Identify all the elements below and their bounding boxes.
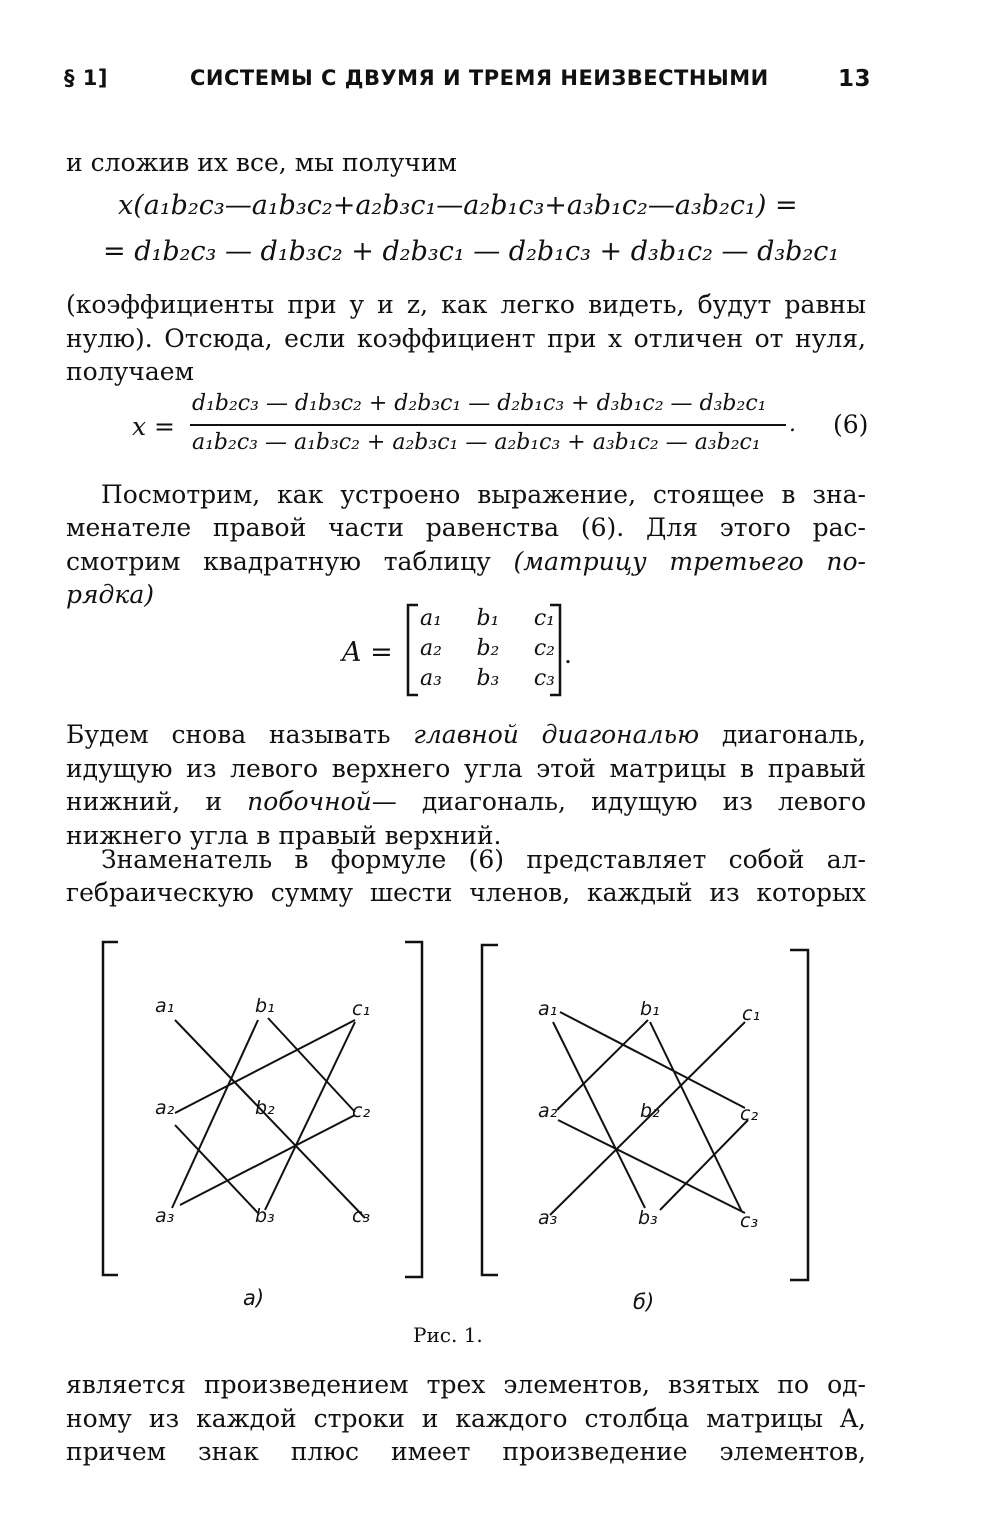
matrix-cell: c₁: [533, 606, 555, 631]
right-label-c1: c₁: [742, 1003, 761, 1025]
paragraph-denominator-cont: [66, 876, 866, 910]
right-label-a3: a₃: [538, 1207, 558, 1229]
left-line-a1-b2-c3: [175, 1020, 365, 1218]
matrix-row: [420, 666, 555, 696]
matrix-lhs: A =: [342, 637, 393, 668]
left-label-a2: a₂: [155, 1097, 175, 1119]
paragraph-matrix-intro-cont: [66, 511, 866, 612]
matrix-row: [420, 606, 555, 636]
left-label-b1: b₁: [255, 995, 275, 1017]
p1-line-1: (коэффициенты при y и z, как легко видеть, будут равны: [66, 290, 866, 319]
p2-line-3: смотрим квадратную таблицу (матрицу третьего по-: [66, 546, 866, 576]
p2-line-4: рядка): [66, 580, 154, 609]
formula-numerator: d₁b₂c₃ — d₁b₃c₂ + d₂b₃c₁ — d₂b₁c₃ + d₃b₁c₂ — d₃b₂c₁: [192, 391, 767, 416]
running-title: СИСТЕМЫ С ДВУМЯ И ТРЕМЯ НЕИЗВЕСТНЫМИ: [190, 66, 769, 90]
p3-line-2: идущую из левого верхнего угла этой матрицы в правый: [66, 753, 866, 783]
page-number: 13: [838, 66, 872, 92]
paragraph-diagonals: [66, 718, 866, 852]
matrix-period: .: [564, 640, 572, 669]
p5-line-2: ному из каждой строки и каждого столбца матрицы A,: [66, 1403, 866, 1433]
left-line-b1-a3: [172, 1020, 258, 1208]
matrix-body: [420, 606, 555, 696]
right-line-b1-c3: [650, 1022, 742, 1212]
p1-line-3: получаем: [66, 357, 194, 386]
p2-line-2: менателе правой части равенства (6). Для этого рас-: [66, 513, 866, 542]
right-label-a1: a₁: [538, 998, 558, 1020]
p5-line-3: причем знак плюс имеет произведение элементов,: [66, 1437, 866, 1466]
right-label-c2: c₂: [740, 1103, 759, 1125]
p2-line-1: Посмотрим, как устроено выражение, стоящее в зна-: [101, 480, 866, 509]
paragraph-matrix-intro: [66, 478, 866, 512]
right-line-a2-c3: [558, 1120, 745, 1213]
matrix-cell: c₃: [533, 666, 555, 691]
left-label-a1: a₁: [155, 995, 175, 1017]
intro-line: и сложив их все, мы получим: [66, 148, 457, 177]
p3-line-3: нижний, и побочной— диагональ, идущую из левого: [66, 787, 866, 816]
left-label-c1: c₁: [352, 998, 371, 1020]
p4-line-2: гебраическую сумму шести членов, каждый из которых: [66, 878, 866, 907]
right-label-b1: b₁: [640, 998, 660, 1020]
right-label-a2: a₂: [538, 1100, 558, 1122]
left-line-b1-c2: [268, 1018, 355, 1112]
p1-line-2: нулю). Отсюда, если коэффициент при x отличен от нуля,: [66, 323, 866, 353]
term-matrix: (матрицу третьего по-: [513, 546, 866, 576]
right-label-b2: b₂: [640, 1100, 660, 1122]
formula-period: .: [789, 412, 796, 437]
matrix-cell: a₃: [420, 666, 442, 691]
matrix-cell: a₁: [420, 606, 442, 631]
p5-line-1: является произведением трех элементов, взятых по од-: [66, 1370, 866, 1399]
formula-denominator: a₁b₂c₃ — a₁b₃c₂ + a₂b₃c₁ — a₂b₁c₃ + a₃b₁c₂ — a₃b₂c₁: [192, 430, 761, 455]
right-bracket-close: [790, 950, 808, 1280]
left-label-c3: c₃: [352, 1205, 371, 1227]
right-label-c3: c₃: [740, 1210, 759, 1232]
p3-line-1: Будем снова называть главной диагональю диагональ,: [66, 720, 866, 749]
equation-line-1: x(a₁b₂c₃—a₁b₃c₂+a₂b₃c₁—a₂b₁c₃+a₃b₁c₂—a₃b₂c₁) =: [118, 190, 798, 221]
matrix-row: [420, 636, 555, 666]
left-label-c2: c₂: [352, 1100, 371, 1122]
left-bracket-open: [103, 942, 118, 1275]
left-label-b3: b₃: [255, 1205, 275, 1227]
fraction-bar: [190, 424, 786, 426]
left-line-a2-b3: [175, 1125, 258, 1213]
paragraph-coefficients: [66, 288, 866, 389]
term-main-diagonal: главной диагональю: [413, 720, 700, 749]
matrix-cell: b₂: [476, 636, 500, 661]
subfigure-label-b: б): [633, 1290, 655, 1314]
figure-caption: Рис. 1.: [413, 1323, 483, 1347]
left-label-a3: a₃: [155, 1205, 175, 1227]
matrix-cell: a₂: [420, 636, 442, 661]
equation-number: (6): [833, 410, 869, 439]
p3-line-4: нижнего угла в правый верхний.: [66, 820, 502, 850]
p4-line-1: Знаменатель в формуле (6) представляет собой ал-: [101, 845, 866, 874]
right-bracket-open: [482, 945, 498, 1275]
paragraph-product: [66, 1368, 866, 1469]
equation-line-2: = d₁b₂c₃ — d₁b₃c₂ + d₂b₃c₁ — d₂b₁c₃ + d₃b₁c₂ — d₃b₂c₁: [103, 236, 840, 267]
left-line-c1-b3: [265, 1022, 355, 1210]
left-line-c2-a3: [180, 1115, 355, 1205]
term-secondary-diagonal: побочной: [247, 787, 372, 816]
subfigure-label-a: а): [243, 1286, 265, 1310]
paragraph-denominator: [66, 843, 866, 877]
right-label-b3: b₃: [638, 1207, 658, 1229]
matrix-cell: b₃: [476, 666, 500, 691]
left-label-b2: b₂: [255, 1097, 275, 1119]
left-bracket-close: [405, 942, 422, 1277]
section-marker: § 1]: [64, 66, 109, 90]
matrix-cell: b₁: [476, 606, 500, 631]
figure-diagrams: [0, 930, 1000, 1300]
matrix-cell: c₂: [533, 636, 555, 661]
formula-lhs: x =: [132, 412, 175, 441]
